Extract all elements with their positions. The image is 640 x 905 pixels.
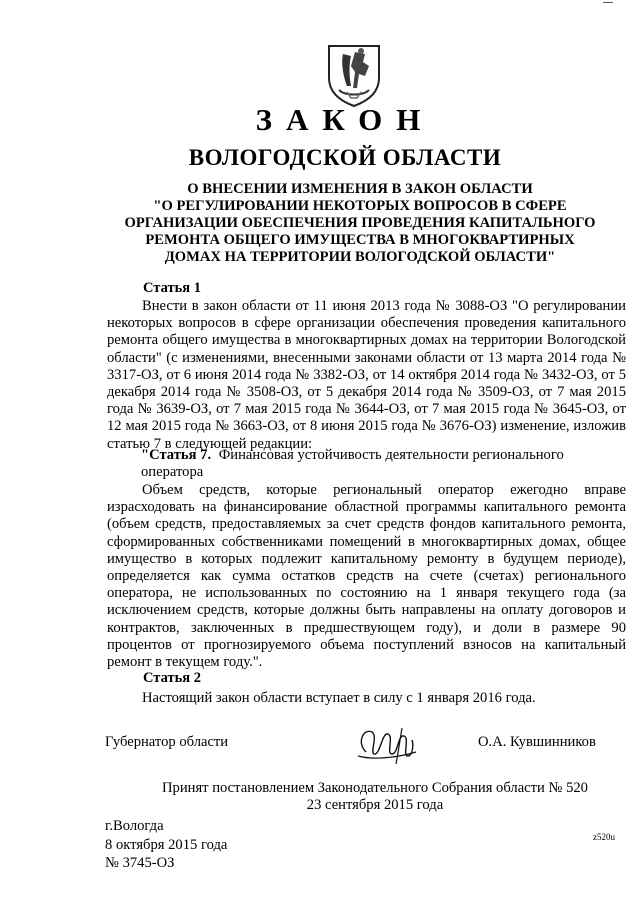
document-code: z520u [593,832,615,842]
article-2-heading: Статья 2 [143,670,201,686]
quoted-article-title: Финансовая устойчивость деятельности регионального оператора [141,447,564,481]
footer-date: 8 октября 2015 года [105,836,228,853]
article-1-text: Внести в закон области от 11 июня 2013 года № 3088-ОЗ "О регулировании некоторых вопросов в сфере организации обеспечения проведения капитального ремонта общего имущества в многоквартирных домах на территории Вологодской области" (с изменениями, внесенными законами области от 13 марта 2014 года № 3317-ОЗ, от 6 июня 2014 года № 3382-ОЗ, от 14 октября 2014 года № 3432-ОЗ, от 5 декабря 2014 года № 3508-ОЗ, от 5 декабря 2014 года № 3509-ОЗ, от 7 мая 2015 года № 3639-ОЗ, от 7 мая 2015 года № 3644-ОЗ, от 7 мая 2015 года № 3645-ОЗ, от 12 мая 2015 года № 3663-ОЗ, от 8 июня 2015 года № 3676-ОЗ) изменение, изложив статью 7 в следующей редакции: [107,298,626,452]
document-subtitle [95,181,625,266]
signatory-position: Губернатор области [105,734,229,750]
footer-city: г.Вологда [105,818,164,834]
quoted-article-text: Объем средств, которые региональный оператор ежегодно вправе израсходовать на финансирование областной программы капитального ремонта (объем средств, предоставляемых за счет средств фондов капитального ремонта, сформированных собственниками помещений в многоквартирных домах, общее имущество в которых подлежит капитальному ремонту в будущем периоде), определяется как сумма остатков средств на счете (счетах) регионального оператора, не использованных по состоянию на 1 января текущего года (за исключением средств, которые должны быть направлены на оплату договоров и контрактов, заключенных в предшествующем году), и доли в размере 90 процентов от прогнозируемого объема поступлений взносов на капитальный ремонт в текущем году.". [107,482,626,671]
subtitle-line: ДОМАХ НА ТЕРРИТОРИИ ВОЛОГОДСКОЙ ОБЛАСТИ" [164,249,556,265]
handwritten-signature-icon [352,722,422,766]
signatory-name: О.А. Кувшинников [478,734,596,750]
adoption-note [95,780,640,814]
document-authority: ВОЛОГОДСКОЙ ОБЛАСТИ [188,145,502,170]
footer-number: № 3745-ОЗ [105,855,175,872]
document-footer [105,817,227,873]
quoted-article-heading [141,447,626,481]
subtitle-line: "О РЕГУЛИРОВАНИИ НЕКОТОРЫХ ВОПРОСОВ В СФЕРЕ [153,198,567,214]
subtitle-line: ОРГАНИЗАЦИИ ОБЕСПЕЧЕНИЯ ПРОВЕДЕНИЯ КАПИТАЛЬНОГО [124,215,596,231]
adoption-line: Принят постановлением Законодательного Собрания области № 520 [162,780,588,796]
subtitle-line: РЕМОНТА ОБЩЕГО ИМУЩЕСТВА В МНОГОКВАРТИРНЫХ [145,232,575,248]
document-type: ЗАКОН [255,102,435,137]
coat-of-arms-icon [325,42,383,108]
quoted-article-label: "Статья 7. [141,447,212,463]
article-1-heading: Статья 1 [143,280,201,296]
article-2-text: Настоящий закон области вступает в силу с 1 января 2016 года. [142,690,536,706]
subtitle-line: О ВНЕСЕНИИ ИЗМЕНЕНИЯ В ЗАКОН ОБЛАСТИ [187,181,533,197]
scan-mark [603,2,613,3]
adoption-date: 23 сентября 2015 года [306,797,444,813]
